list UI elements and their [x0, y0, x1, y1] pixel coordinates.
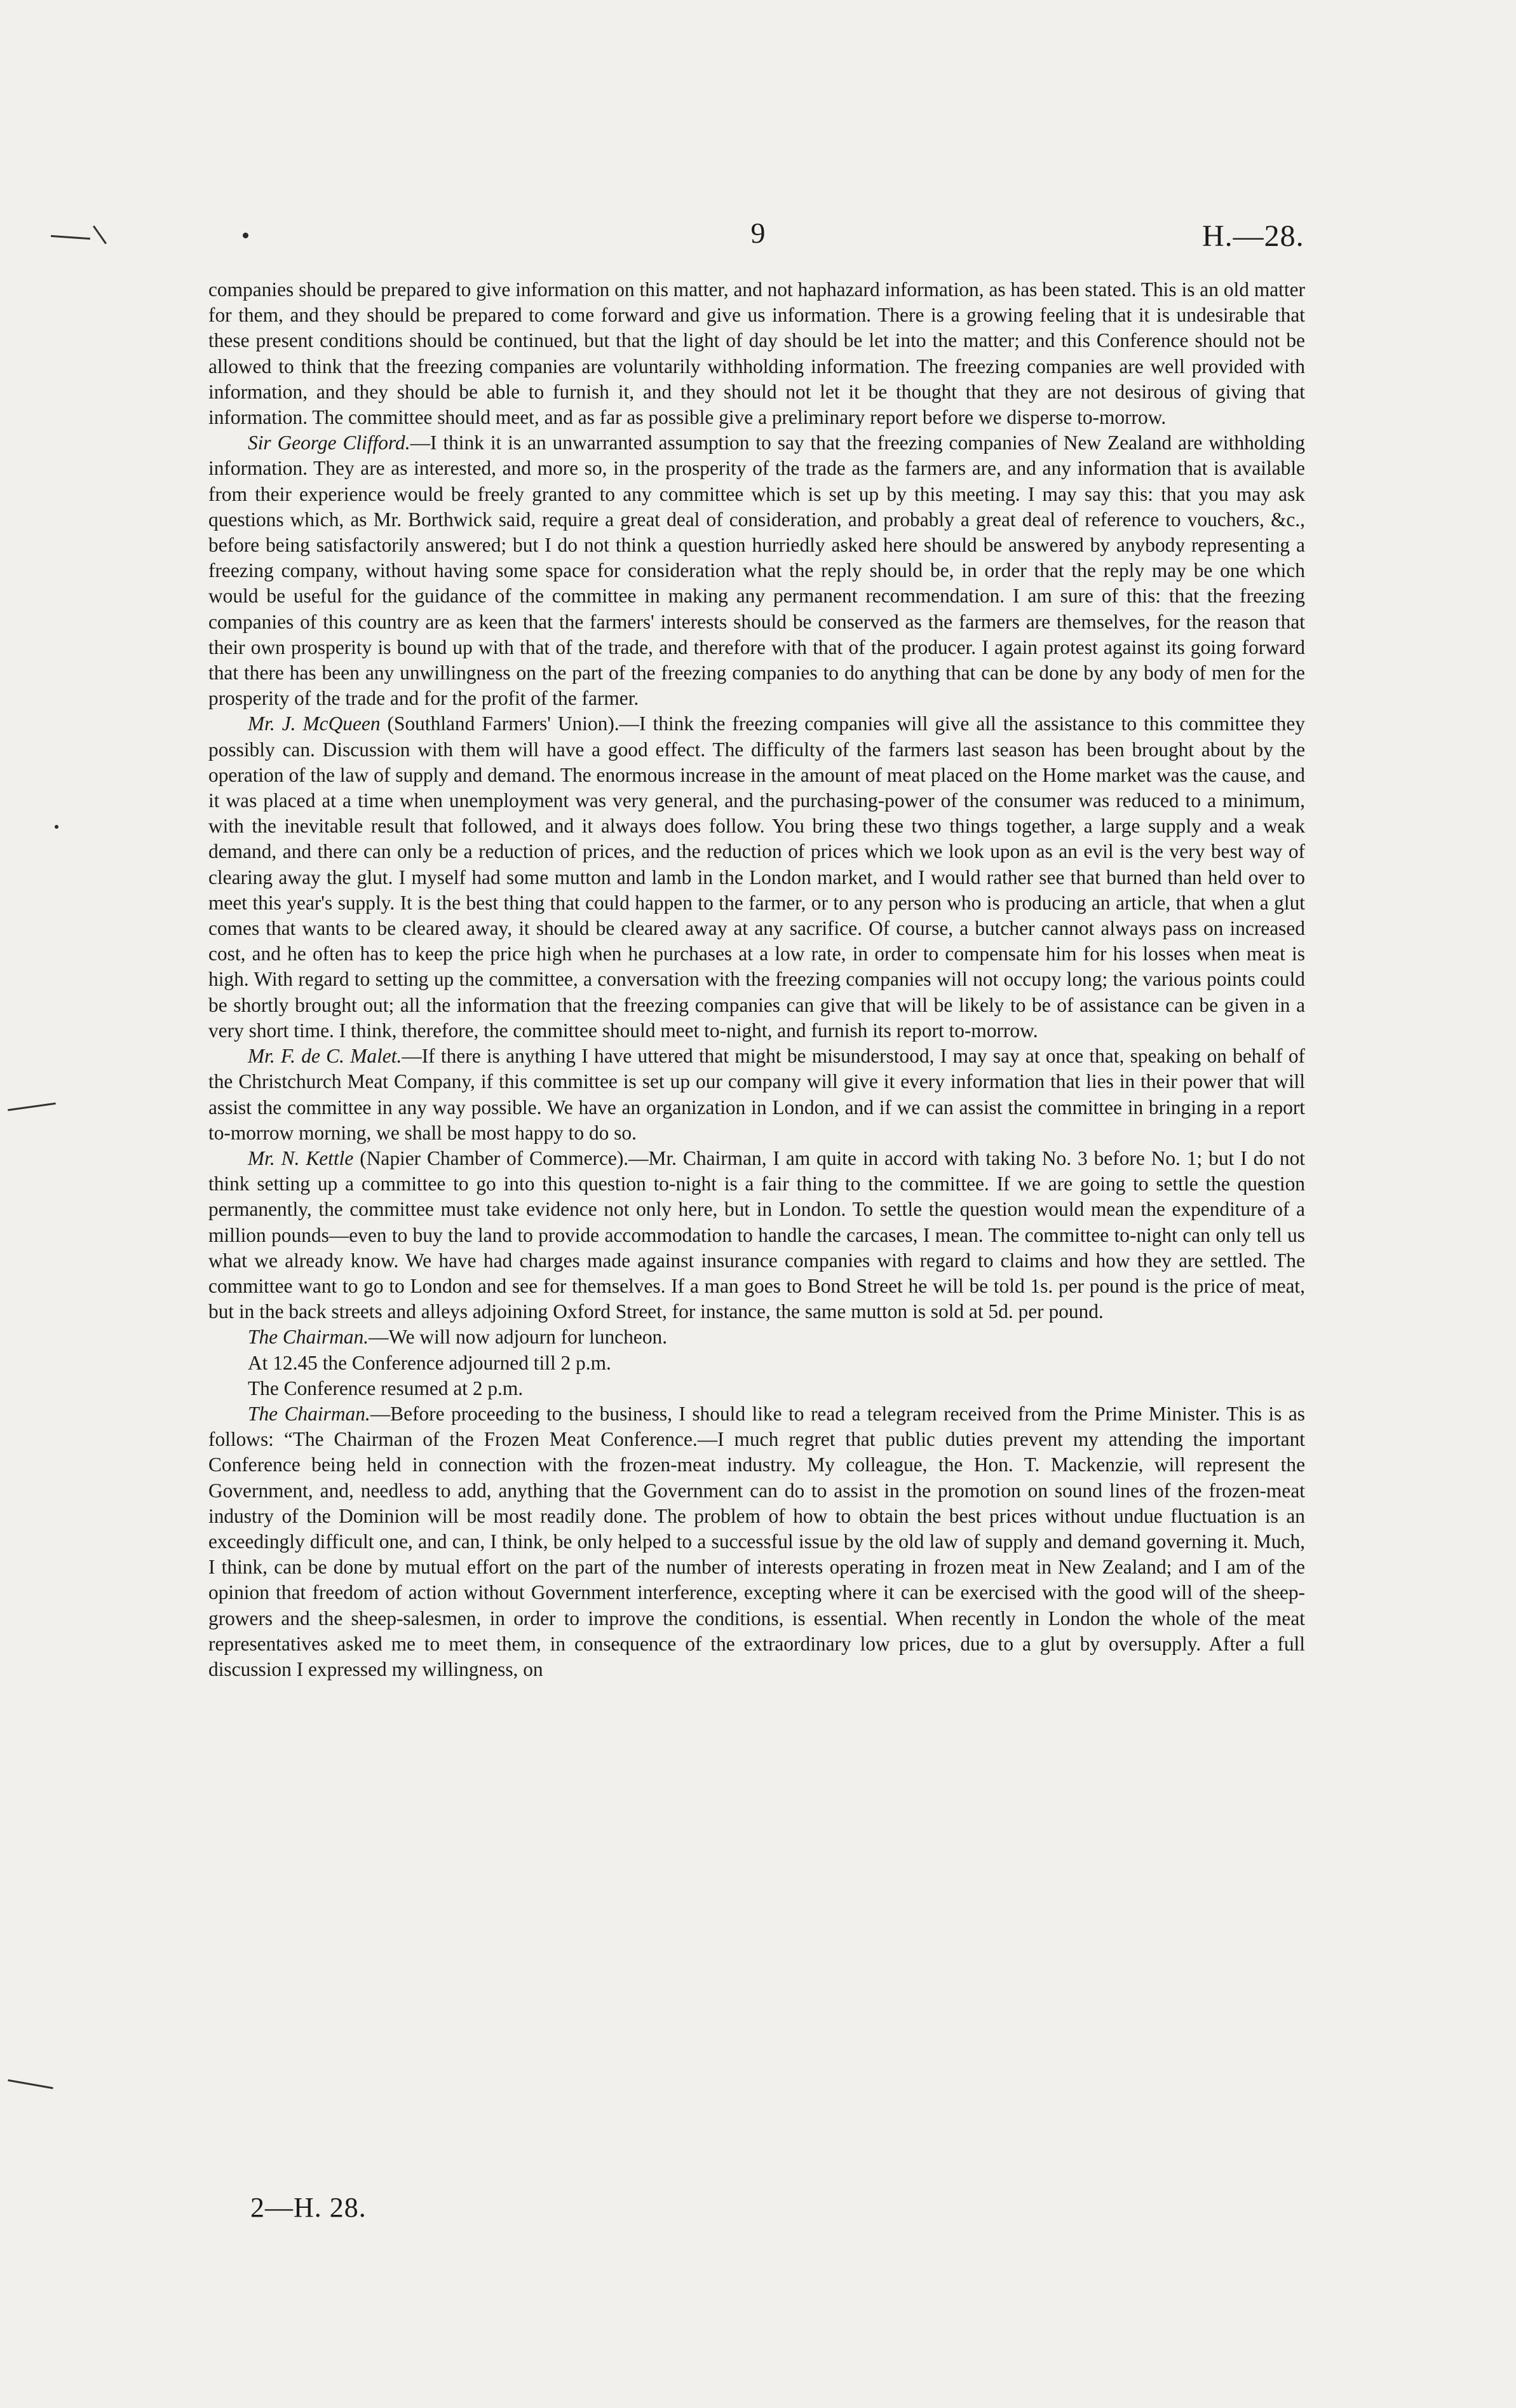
paragraph [208, 430, 1305, 711]
paragraph-text: —If there is anything I have uttered that might be misunderstood, I may say at once that, speaking on behalf of the Christchurch Meat Company, if this committee is set up our company will give it every information that lies in their power that will assist the committee in any way possible. We have an organization in London, and if we can assist the committee in bringing in a report to-morrow morning, we shall be most happy to do so. [208, 1045, 1305, 1144]
document-reference: H.—28. [1202, 219, 1304, 253]
paragraph-text: companies should be prepared to give information on this matter, and not haphazard information, as has been stated. This is an old matter for them, and they should be prepared to come forward and give us information. There is a growing feeling that it is undesirable that these present conditions should be continued, but that the light of day should be let into the matter; and this Conference should not be allowed to think that the freezing companies are voluntarily withholding information. The freezing companies are well provided with information, and they should be able to furnish it, and they should not let it be thought that they are not desirous of giving that information. The committee should meet, and as far as possible give a preliminary report before we disperse to-morrow. [208, 278, 1305, 429]
paragraph [208, 277, 1305, 430]
paragraph-text: —Before proceeding to the business, I should like to read a telegram received from the Prime Minister. This is as follows: “The Chairman of the Frozen Meat Conference.—I much regret that public duties prevent my attending the important Conference being held in connection with the frozen-meat industry. My colleague, the Hon. T. Mackenzie, will represent the Government, and, needless to add, anything that the Government can do to assist in the promotion on sound lines of the frozen-meat industry of the Dominion will be most readily done. The problem of how to obtain the best prices without undue fluctuation is an exceedingly difficult one, and can, I think, be only helped to a successful issue by the old law of supply and demand governing it. Much, I think, can be done by mutual effort on the part of the number of interests operating in frozen meat in New Zealand; and I am of the opinion that freedom of action without Government interference, excepting where it can be exercised with the good will of the sheep-growers and the sheep-salesmen, in order to improve the conditions, is essential. When recently in London the whole of the meat representatives asked me to meet them, in consequence of the extraordinary low prices, due to a glut by oversupply. After a full discussion I expressed my willingness, on [208, 1402, 1305, 1680]
speaker-name: The Chairman. [248, 1326, 369, 1349]
paragraph-text: —I think it is an unwarranted assumption to say that the freezing companies of New Zealand are withholding information. They are as interested, and more so, in the prosperity of the trade as the farmers are, and any information that is available from their experience would be freely granted to any committee which is set up by this meeting. I may say this: that you may ask questions which, as Mr. Borthwick said, require a great deal of consideration, and probably a great deal of reference to vouchers, &c., before being satisfactorily answered; but I do not think a question hurriedly asked here should be answered by anybody representing a freezing company, without having some space for consideration what the reply should be, in order that the reply may be one which would be useful for the guidance of the committee in making any permanent recommendation. I am sure of this: that the freezing companies of this country are as keen that the farmers' interests should be conserved as the farmers are themselves, for the reason that their own prosperity is bound up with that of the trade, and therefore with that of the producer. I again protest against its going forward that there has been any unwillingness on the part of the freezing companies to do anything that can be done by any body of men for the prosperity of the trade and for the profit of the farmer. [208, 432, 1305, 710]
document-body [208, 277, 1305, 1682]
speaker-affiliation: (Napier Chamber of Commerce). [353, 1146, 629, 1169]
signature-mark: 2—H. 28. [250, 2192, 367, 2223]
paragraph [208, 1376, 1305, 1401]
paragraph-text: —We will now adjourn for luncheon. [369, 1326, 668, 1349]
page-number: 9 [750, 217, 766, 249]
speaker-affiliation: (Southland Farmers' Union). [380, 712, 619, 735]
speaker-name: Mr. N. Kettle [248, 1146, 354, 1169]
paragraph [208, 1324, 1305, 1350]
paragraph-text: At 12.45 the Conference adjourned till 2 p.m. [248, 1351, 611, 1374]
speaker-name: The Chairman. [248, 1402, 370, 1425]
margin-mark [8, 1103, 56, 1112]
paragraph [208, 1350, 1305, 1376]
paragraph [208, 711, 1305, 1044]
paragraph [208, 1401, 1305, 1682]
paragraph-text: —I think the freezing companies will give all the assistance to this committee they possibly can. Discussion with them will have a good effect. The difficulty of the farmers last season has been brought about by the operation of the law of supply and demand. The enormous increase in the amount of meat placed on the Home market was the cause, and it was placed at a time when unemployment was very general, and the purchasing-power of the consumer was reduced to a minimum, with the inevitable result that followed, and it always does follow. You bring these two things together, a large supply and a weak demand, and there can only be a reduction of prices, and the reduction of prices which we look upon as an evil is the very best way of clearing away the glut. I myself had some mutton and lamb in the London market, and I would rather see that burned than held over to meet this year's supply. It is the best thing that could happen to the farmer, or to any person who is producing an article, that when a glut comes that wants to be cleared away, it should be cleared away at any sacrifice. Of course, a butcher cannot always pass on increased cost, and he often has to keep the price high when he purchases at a low rate, in order to compensate him for his losses when meat is high. With regard to setting up the committee, a conversation with the freezing companies will not occupy long; the various points could be shortly brought out; all the information that the freezing companies can give that will be likely to be of assistance can be given in a very short time. I think, therefore, the committee should meet to-night, and furnish its report to-morrow. [208, 712, 1305, 1042]
paragraph-text: —Mr. Chairman, I am quite in accord with taking No. 3 before No. 1; but I do not think setting up a committee to go into this question to-night is a fair thing to the committee. If we are going to settle the question permanently, the committee must take evidence not only here, but in London. To settle the question would mean the expenditure of a million pounds—even to buy the land to provide accommodation to handle the carcases, I mean. The committee to-night can only tell us what we already know. We have had charges made against insurance companies with regard to claims and how they are settled. The committee want to go to London and see for themselves. If a man goes to Bond Street he will be told 1s. per pound is the price of meat, but in the back streets and alleys adjoining Oxford Street, for instance, the same mutton is sold at 5d. per pound. [208, 1146, 1306, 1323]
speaker-name: Sir George Clifford. [248, 432, 410, 454]
paragraph-text: The Conference resumed at 2 p.m. [248, 1377, 524, 1399]
paragraph [208, 1044, 1305, 1146]
speaker-name: Mr. J. McQueen [248, 712, 381, 735]
speaker-name: Mr. F. de C. Malet. [248, 1045, 402, 1068]
paragraph [208, 1146, 1305, 1324]
page-dot [55, 825, 58, 829]
margin-mark [8, 2079, 53, 2089]
